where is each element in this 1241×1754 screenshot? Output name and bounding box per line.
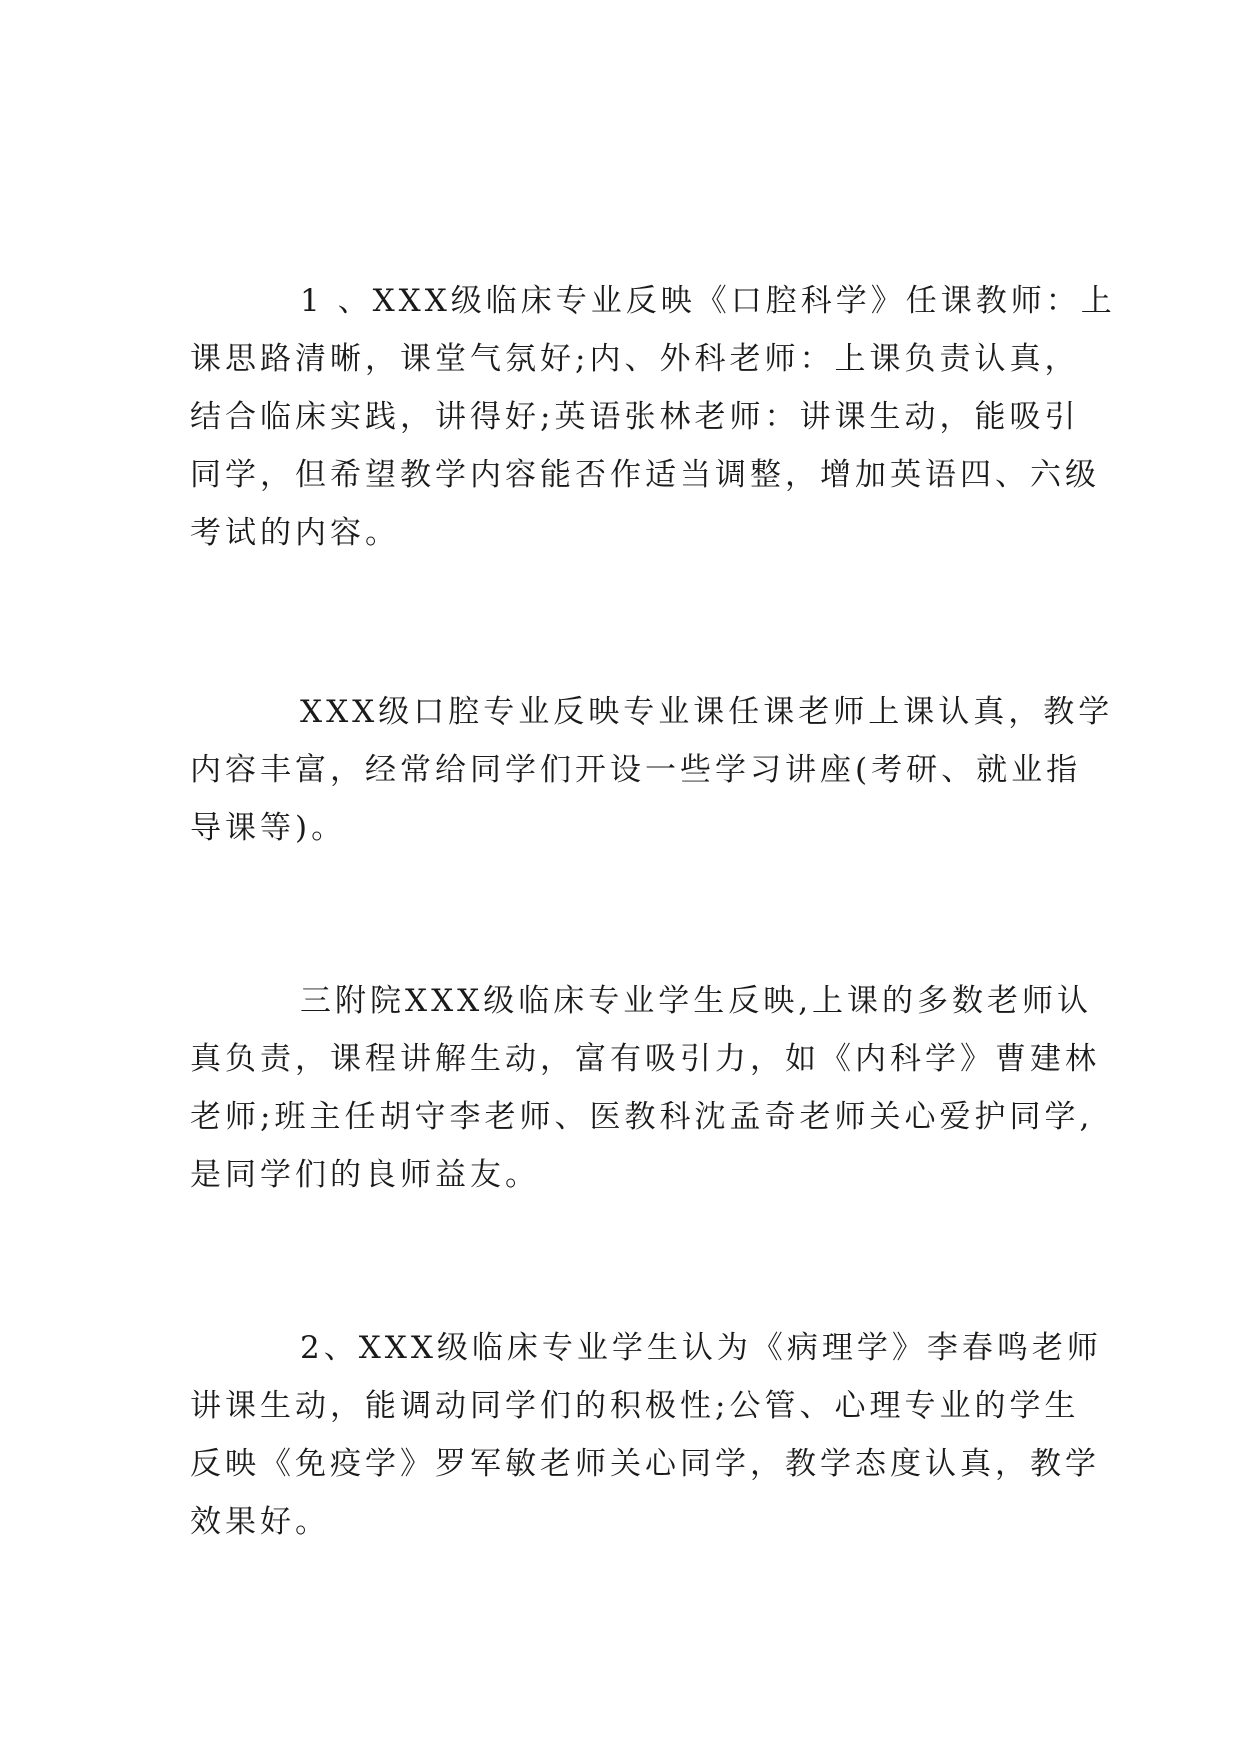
paragraph-line: 效果好。 [190, 1504, 330, 1540]
paragraph-line: 课思路清晰，课堂气氛好;内、外科老师：上课负责认真， [190, 341, 1080, 377]
paragraph-line: 导课等)。 [190, 810, 347, 846]
paragraph-line: XXX级口腔专业反映专业课任课老师上课认真，教学 [300, 694, 1114, 730]
paragraph-line: 同学，但希望教学内容能否作适当调整，增加英语四、六级 [190, 457, 1100, 493]
paragraph-line: 1 、XXX级临床专业反映《口腔科学》任课教师：上 [300, 283, 1116, 319]
paragraph-line: 是同学们的良师益友。 [190, 1157, 540, 1193]
paragraph-teacher-feedback-2 [190, 1319, 1102, 1551]
paragraph-line: 真负责，课程讲解生动，富有吸引力，如《内科学》曹建林 [190, 1041, 1100, 1077]
paragraph-line: 讲课生动，能调动同学们的积极性;公管、心理专业的学生 [190, 1388, 1080, 1424]
paragraph-line: 内容丰富，经常给同学们开设一些学习讲座(考研、就业指 [190, 752, 1082, 788]
paragraph-stomatology-feedback [190, 683, 1114, 857]
paragraph-line: 老师;班主任胡守李老师、医教科沈孟奇老师关心爱护同学, [190, 1099, 1094, 1135]
paragraph-line: 2、XXX级临床专业学生认为《病理学》李春鸣老师 [300, 1330, 1102, 1366]
paragraph-teacher-feedback-1 [190, 272, 1116, 562]
paragraph-line: 考试的内容。 [190, 515, 400, 551]
paragraph-line: 反映《免疫学》罗军敏老师关心同学，教学态度认真，教学 [190, 1446, 1100, 1482]
paragraph-third-hospital-feedback [190, 972, 1100, 1204]
paragraph-line: 结合临床实践，讲得好;英语张林老师：讲课生动，能吸引 [190, 399, 1080, 435]
paragraph-line: 三附院XXX级临床专业学生反映,上课的多数老师认 [300, 983, 1093, 1019]
